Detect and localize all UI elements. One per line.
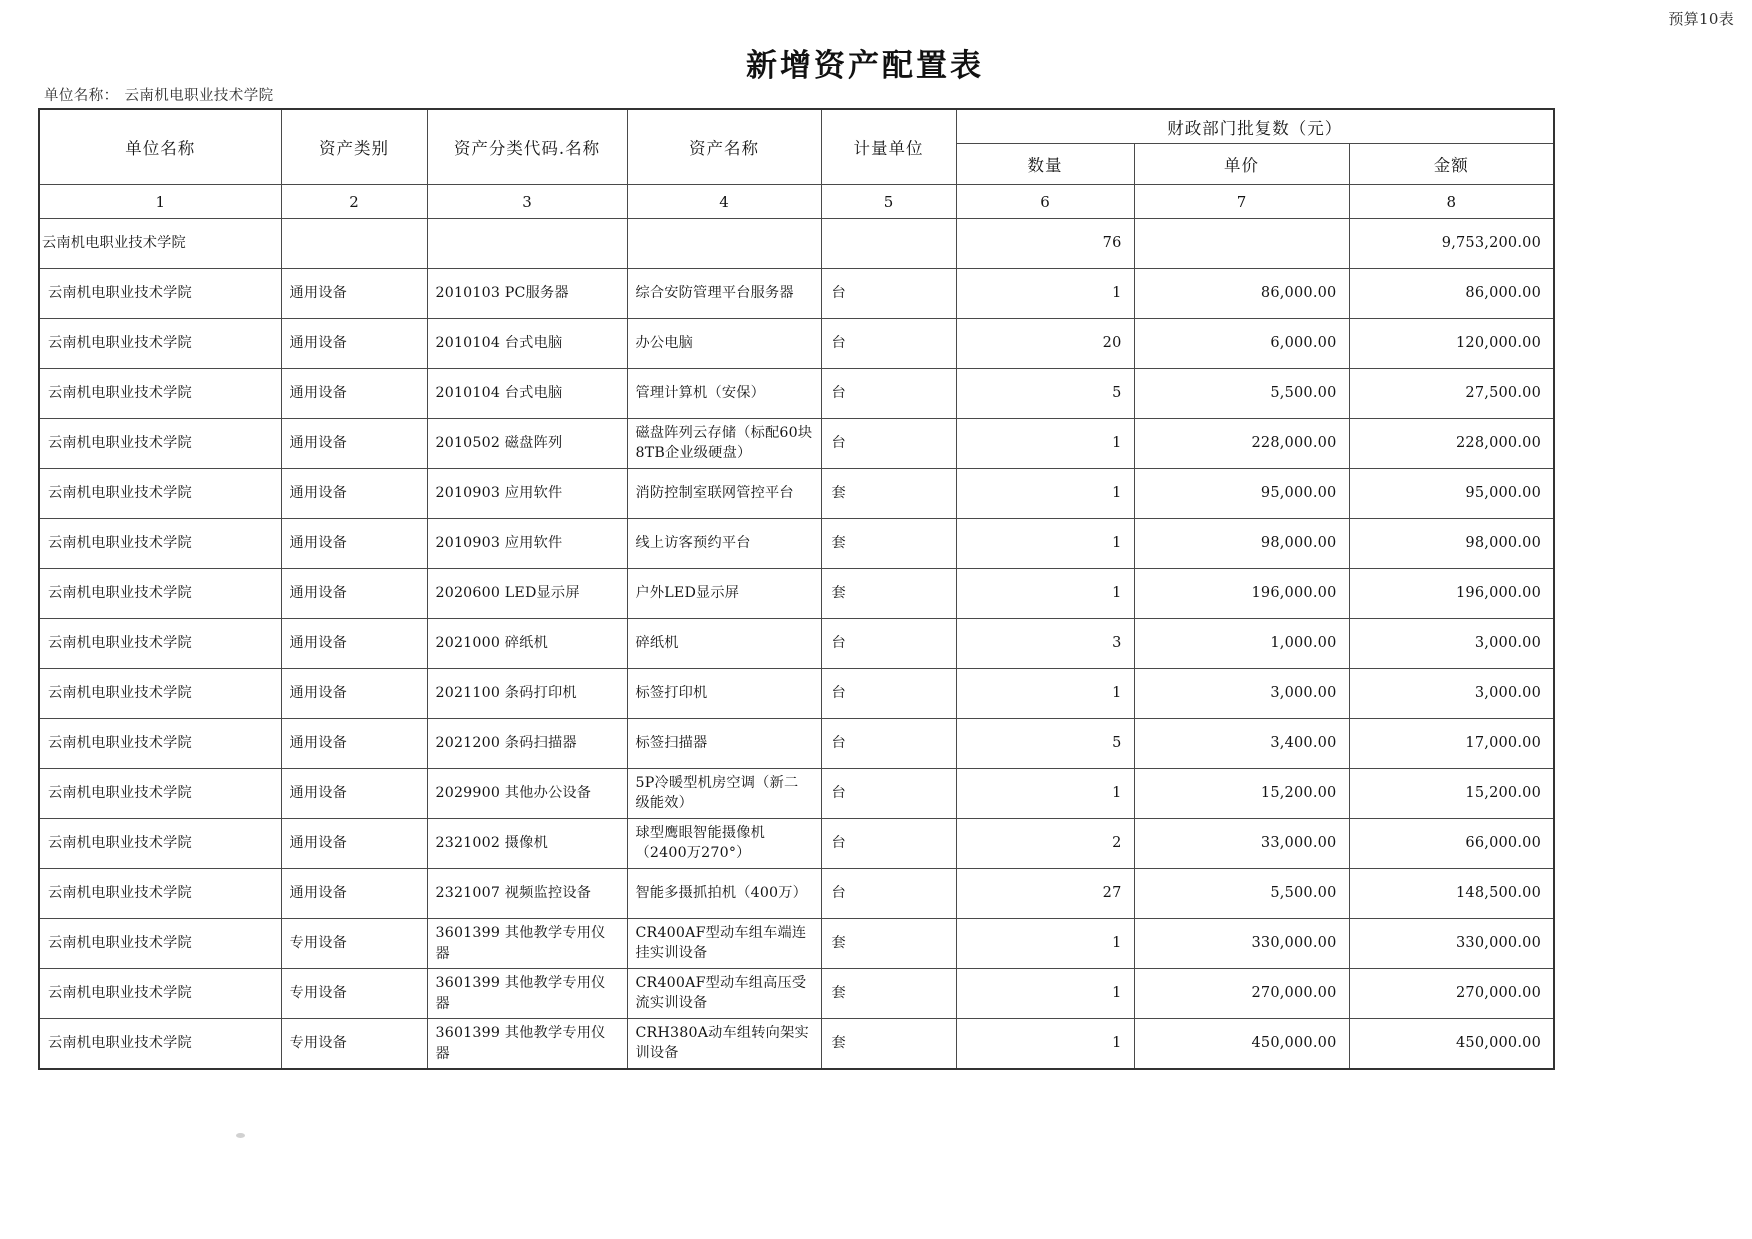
cell-quantity: 1: [956, 419, 1134, 469]
cell-asset-category: 通用设备: [281, 769, 427, 819]
table-body: [39, 219, 1554, 1070]
cell-unit-name: 云南机电职业技术学院: [39, 469, 281, 519]
page-title: [0, 40, 1752, 85]
column-number-1: 1: [39, 185, 281, 219]
cell-unit-price: 196,000.00: [1134, 569, 1349, 619]
cell-asset-code-name: 2321007 视频监控设备: [427, 869, 627, 919]
cell-measure-unit: 台: [821, 369, 956, 419]
cell-amount: 95,000.00: [1349, 469, 1554, 519]
cell-unit-price: [1134, 219, 1349, 269]
column-number-4: 4: [627, 185, 821, 219]
cell-asset-code-name: 2021100 条码打印机: [427, 669, 627, 719]
cell-measure-unit: 台: [821, 269, 956, 319]
table-row: [39, 669, 1554, 719]
cell-quantity: 1: [956, 569, 1134, 619]
header-asset-category: 资产类别: [281, 109, 427, 185]
cell-amount: 148,500.00: [1349, 869, 1554, 919]
header-row-column-numbers: [39, 185, 1554, 219]
cell-asset-code-name: 2020600 LED显示屏: [427, 569, 627, 619]
cell-measure-unit: 台: [821, 819, 956, 869]
cell-asset-category: 通用设备: [281, 319, 427, 369]
cell-asset-code-name: 2010104 台式电脑: [427, 319, 627, 369]
cell-amount: 196,000.00: [1349, 569, 1554, 619]
form-code-label: 预算10表: [1668, 10, 1734, 28]
table-row: [39, 219, 1554, 269]
table-row: [39, 769, 1554, 819]
cell-asset-category: 通用设备: [281, 569, 427, 619]
cell-asset-name: CR400AF型动车组车端连挂实训设备: [627, 919, 821, 969]
cell-unit-price: 5,500.00: [1134, 369, 1349, 419]
table-row: [39, 569, 1554, 619]
cell-amount: 3,000.00: [1349, 669, 1554, 719]
cell-unit-name: 云南机电职业技术学院: [39, 619, 281, 669]
cell-unit-price: 15,200.00: [1134, 769, 1349, 819]
cell-asset-category: 通用设备: [281, 469, 427, 519]
cell-amount: 228,000.00: [1349, 419, 1554, 469]
cell-quantity: 1: [956, 1019, 1134, 1070]
cell-amount: 9,753,200.00: [1349, 219, 1554, 269]
cell-unit-price: 98,000.00: [1134, 519, 1349, 569]
cell-quantity: 76: [956, 219, 1134, 269]
cell-unit-name: 云南机电职业技术学院: [39, 519, 281, 569]
cell-unit-name: 云南机电职业技术学院: [39, 1019, 281, 1070]
cell-asset-name: 综合安防管理平台服务器: [627, 269, 821, 319]
cell-unit-name: 云南机电职业技术学院: [39, 269, 281, 319]
table-row: [39, 819, 1554, 869]
column-number-2: 2: [281, 185, 427, 219]
cell-asset-category: 专用设备: [281, 919, 427, 969]
header-asset-code-name: 资产分类代码.名称: [427, 109, 627, 185]
table-row: [39, 319, 1554, 369]
cell-quantity: 3: [956, 619, 1134, 669]
cell-asset-category: 通用设备: [281, 669, 427, 719]
cell-unit-price: 1,000.00: [1134, 619, 1349, 669]
cell-asset-category: 通用设备: [281, 419, 427, 469]
cell-quantity: 1: [956, 969, 1134, 1019]
cell-unit-price: 86,000.00: [1134, 269, 1349, 319]
cell-measure-unit: 台: [821, 669, 956, 719]
cell-unit-price: 5,500.00: [1134, 869, 1349, 919]
cell-measure-unit: 套: [821, 919, 956, 969]
cell-quantity: 1: [956, 769, 1134, 819]
cell-asset-name: 5P冷暖型机房空调（新二级能效）: [627, 769, 821, 819]
column-number-3: 3: [427, 185, 627, 219]
cell-quantity: 1: [956, 669, 1134, 719]
cell-unit-price: 330,000.00: [1134, 919, 1349, 969]
cell-asset-name: 智能多摄抓拍机（400万）: [627, 869, 821, 919]
cell-asset-name: 碎纸机: [627, 619, 821, 669]
cell-unit-price: 95,000.00: [1134, 469, 1349, 519]
column-number-5: 5: [821, 185, 956, 219]
cell-asset-name: CRH380A动车组转向架实训设备: [627, 1019, 821, 1070]
cell-amount: 330,000.00: [1349, 919, 1554, 969]
cell-unit-price: 3,400.00: [1134, 719, 1349, 769]
cell-asset-name: 球型鹰眼智能摄像机（2400万270°）: [627, 819, 821, 869]
header-unit-name: 单位名称: [39, 109, 281, 185]
cell-unit-name: 云南机电职业技术学院: [39, 319, 281, 369]
scan-artifact-speck: [236, 1133, 245, 1138]
cell-asset-category: 通用设备: [281, 619, 427, 669]
table-row: [39, 969, 1554, 1019]
cell-unit-name: 云南机电职业技术学院: [39, 919, 281, 969]
cell-asset-category: 通用设备: [281, 269, 427, 319]
cell-measure-unit: 台: [821, 769, 956, 819]
cell-quantity: 1: [956, 519, 1134, 569]
cell-unit-price: 450,000.00: [1134, 1019, 1349, 1070]
cell-amount: 3,000.00: [1349, 619, 1554, 669]
unit-name-value: 云南机电职业技术学院: [124, 88, 274, 104]
cell-amount: 270,000.00: [1349, 969, 1554, 1019]
table-row: [39, 1019, 1554, 1070]
unit-name-label: 单位名称：: [44, 88, 119, 104]
cell-asset-code-name: [427, 219, 627, 269]
cell-unit-price: 270,000.00: [1134, 969, 1349, 1019]
column-number-8: 8: [1349, 185, 1554, 219]
cell-asset-name: 管理计算机（安保）: [627, 369, 821, 419]
cell-asset-code-name: 3601399 其他教学专用仪器: [427, 1019, 627, 1070]
cell-amount: 120,000.00: [1349, 319, 1554, 369]
cell-quantity: 1: [956, 919, 1134, 969]
cell-measure-unit: 套: [821, 569, 956, 619]
cell-asset-category: 通用设备: [281, 869, 427, 919]
table-row: [39, 419, 1554, 469]
cell-quantity: 20: [956, 319, 1134, 369]
cell-amount: 98,000.00: [1349, 519, 1554, 569]
cell-measure-unit: 台: [821, 619, 956, 669]
cell-asset-code-name: 3601399 其他教学专用仪器: [427, 919, 627, 969]
cell-measure-unit: 套: [821, 969, 956, 1019]
cell-asset-name: 标签打印机: [627, 669, 821, 719]
cell-unit-name: 云南机电职业技术学院: [39, 719, 281, 769]
cell-asset-code-name: 3601399 其他教学专用仪器: [427, 969, 627, 1019]
cell-asset-code-name: 2010103 PC服务器: [427, 269, 627, 319]
cell-asset-name: 消防控制室联网管控平台: [627, 469, 821, 519]
cell-asset-code-name: 2029900 其他办公设备: [427, 769, 627, 819]
table-row: [39, 919, 1554, 969]
table-row: [39, 469, 1554, 519]
cell-asset-category: 通用设备: [281, 719, 427, 769]
page-title-text: 新增资产配置表: [746, 48, 984, 84]
cell-asset-code-name: 2321002 摄像机: [427, 819, 627, 869]
cell-asset-name: 办公电脑: [627, 319, 821, 369]
cell-asset-category: [281, 219, 427, 269]
cell-unit-name: 云南机电职业技术学院: [39, 969, 281, 1019]
cell-asset-name: 标签扫描器: [627, 719, 821, 769]
cell-quantity: 2: [956, 819, 1134, 869]
header-unit-price: 单价: [1134, 144, 1349, 185]
table-row: [39, 369, 1554, 419]
cell-unit-name: 云南机电职业技术学院: [39, 819, 281, 869]
table-row: [39, 869, 1554, 919]
cell-unit-name: 云南机电职业技术学院: [39, 869, 281, 919]
cell-amount: 17,000.00: [1349, 719, 1554, 769]
table-row: [39, 619, 1554, 669]
cell-unit-name: 云南机电职业技术学院: [39, 219, 281, 269]
cell-measure-unit: 套: [821, 1019, 956, 1070]
cell-quantity: 1: [956, 269, 1134, 319]
cell-quantity: 5: [956, 719, 1134, 769]
table-row: [39, 519, 1554, 569]
cell-asset-name: CR400AF型动车组高压受流实训设备: [627, 969, 821, 1019]
cell-asset-code-name: 2010502 磁盘阵列: [427, 419, 627, 469]
cell-asset-name: [627, 219, 821, 269]
cell-asset-name: 磁盘阵列云存储（标配60块8TB企业级硬盘）: [627, 419, 821, 469]
cell-amount: 66,000.00: [1349, 819, 1554, 869]
cell-measure-unit: 台: [821, 419, 956, 469]
cell-asset-code-name: 2010903 应用软件: [427, 469, 627, 519]
header-row-main: [39, 109, 1554, 144]
asset-allocation-table: [38, 108, 1555, 1070]
cell-unit-name: 云南机电职业技术学院: [39, 769, 281, 819]
cell-unit-name: 云南机电职业技术学院: [39, 369, 281, 419]
header-asset-name: 资产名称: [627, 109, 821, 185]
cell-asset-name: 线上访客预约平台: [627, 519, 821, 569]
cell-quantity: 1: [956, 469, 1134, 519]
unit-name-line: [44, 84, 274, 105]
cell-measure-unit: 套: [821, 469, 956, 519]
cell-asset-code-name: 2021000 碎纸机: [427, 619, 627, 669]
cell-asset-category: 专用设备: [281, 969, 427, 1019]
cell-asset-code-name: 2010104 台式电脑: [427, 369, 627, 419]
cell-quantity: 27: [956, 869, 1134, 919]
cell-measure-unit: 套: [821, 519, 956, 569]
cell-amount: 27,500.00: [1349, 369, 1554, 419]
cell-unit-price: 33,000.00: [1134, 819, 1349, 869]
cell-measure-unit: 台: [821, 869, 956, 919]
header-finance-approved-group: 财政部门批复数（元）: [956, 109, 1554, 144]
cell-unit-price: 6,000.00: [1134, 319, 1349, 369]
cell-unit-price: 228,000.00: [1134, 419, 1349, 469]
header-measure-unit: 计量单位: [821, 109, 956, 185]
cell-asset-code-name: 2021200 条码扫描器: [427, 719, 627, 769]
cell-unit-price: 3,000.00: [1134, 669, 1349, 719]
header-amount: 金额: [1349, 144, 1554, 185]
asset-table-container: [38, 108, 1542, 1070]
cell-measure-unit: 台: [821, 319, 956, 369]
cell-asset-category: 专用设备: [281, 1019, 427, 1070]
table-row: [39, 269, 1554, 319]
table-row: [39, 719, 1554, 769]
cell-amount: 86,000.00: [1349, 269, 1554, 319]
cell-quantity: 5: [956, 369, 1134, 419]
column-number-7: 7: [1134, 185, 1349, 219]
header-quantity: 数量: [956, 144, 1134, 185]
cell-amount: 15,200.00: [1349, 769, 1554, 819]
cell-amount: 450,000.00: [1349, 1019, 1554, 1070]
cell-unit-name: 云南机电职业技术学院: [39, 669, 281, 719]
cell-asset-category: 通用设备: [281, 819, 427, 869]
cell-asset-category: 通用设备: [281, 369, 427, 419]
cell-measure-unit: 台: [821, 719, 956, 769]
cell-asset-category: 通用设备: [281, 519, 427, 569]
cell-unit-name: 云南机电职业技术学院: [39, 419, 281, 469]
column-number-6: 6: [956, 185, 1134, 219]
table-header: [39, 109, 1554, 219]
cell-asset-code-name: 2010903 应用软件: [427, 519, 627, 569]
cell-measure-unit: [821, 219, 956, 269]
cell-unit-name: 云南机电职业技术学院: [39, 569, 281, 619]
cell-asset-name: 户外LED显示屏: [627, 569, 821, 619]
